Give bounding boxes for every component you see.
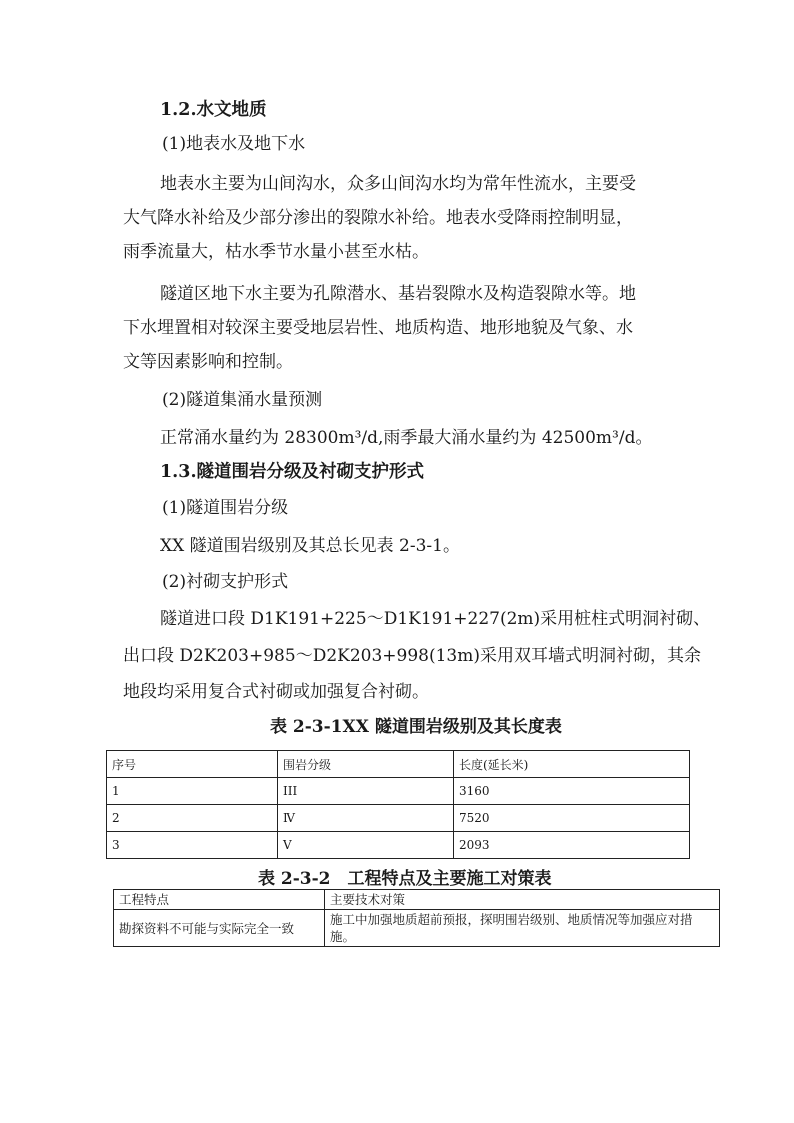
column-header: 主要技术对策: [325, 890, 720, 910]
table-cell: Ⅴ: [278, 832, 454, 859]
column-header: 围岩分级: [278, 751, 454, 778]
paragraph-inflow-values: 正常涌水量约为 28300m³/d,雨季最大涌水量约为 42500m³/d。: [160, 428, 653, 448]
table-cell: 1: [107, 778, 278, 805]
table-cell: 3: [107, 832, 278, 859]
paragraph-line: 文等因素影响和控制。: [123, 352, 293, 372]
table-cell: 勘探资料不可能与实际完全一致: [114, 910, 325, 947]
paragraph-line: 隧道进口段 D1K191+225～D1K191+227(2m)采用桩柱式明洞衬砌、: [160, 609, 711, 629]
table-row: [107, 832, 690, 859]
column-header: 序号: [107, 751, 278, 778]
table-header-row: [107, 751, 690, 778]
table-cell: III: [278, 778, 454, 805]
table-cell: 7520: [454, 805, 690, 832]
table-cell: 3160: [454, 778, 690, 805]
section-heading-1-3: 1.3.隧道围岩分级及衬砌支护形式: [160, 462, 425, 482]
table-header-row: [114, 890, 720, 910]
subheading-surface-groundwater: (1)地表水及地下水: [162, 134, 306, 154]
rock-grade-length-table: [106, 750, 690, 859]
subheading-lining-support: (2)衬砌支护形式: [162, 572, 289, 592]
paragraph-line: 雨季流量大，枯水季节水量小甚至水枯。: [123, 242, 429, 262]
section-heading-1-2: 1.2.水文地质: [160, 100, 267, 120]
paragraph-line: 地段均采用复合式衬砌或加强复合衬砌。: [123, 682, 429, 702]
table-cell: 2093: [454, 832, 690, 859]
table-cell: 2: [107, 805, 278, 832]
table-row: [114, 910, 720, 947]
table-row: [107, 805, 690, 832]
subheading-water-inflow: (2)隧道集涌水量预测: [162, 390, 323, 410]
engineering-features-table: [113, 889, 720, 947]
table-1-caption: 表 2-3-1XX 隧道围岩级别及其长度表: [270, 717, 562, 737]
paragraph-line: 大气降水补给及少部分渗出的裂隙水补给。地表水受降雨控制明显，: [123, 208, 633, 228]
paragraph-line: 隧道区地下水主要为孔隙潜水、基岩裂隙水及构造裂隙水等。地: [160, 284, 636, 304]
table-2-caption: 表 2-3-2 工程特点及主要施工对策表: [258, 869, 552, 889]
table-cell: 施工中加强地质超前预报，探明围岩级别、地质情况等加强应对措施。: [325, 910, 720, 947]
table-row: [107, 778, 690, 805]
column-header: 长度(延长米): [454, 751, 690, 778]
paragraph-line: 下水埋置相对较深主要受地层岩性、地质构造、地形地貌及气象、水: [123, 318, 633, 338]
table-cell: Ⅳ: [278, 805, 454, 832]
paragraph-table-reference: XX 隧道围岩级别及其总长见表 2-3-1。: [160, 536, 460, 556]
paragraph-line: 地表水主要为山间沟水，众多山间沟水均为常年性流水，主要受: [160, 174, 636, 194]
column-header: 工程特点: [114, 890, 325, 910]
subheading-rock-grading: (1)隧道围岩分级: [162, 498, 289, 518]
paragraph-line: 出口段 D2K203+985～D2K203+998(13m)采用双耳墙式明洞衬砌，其余: [123, 646, 701, 666]
